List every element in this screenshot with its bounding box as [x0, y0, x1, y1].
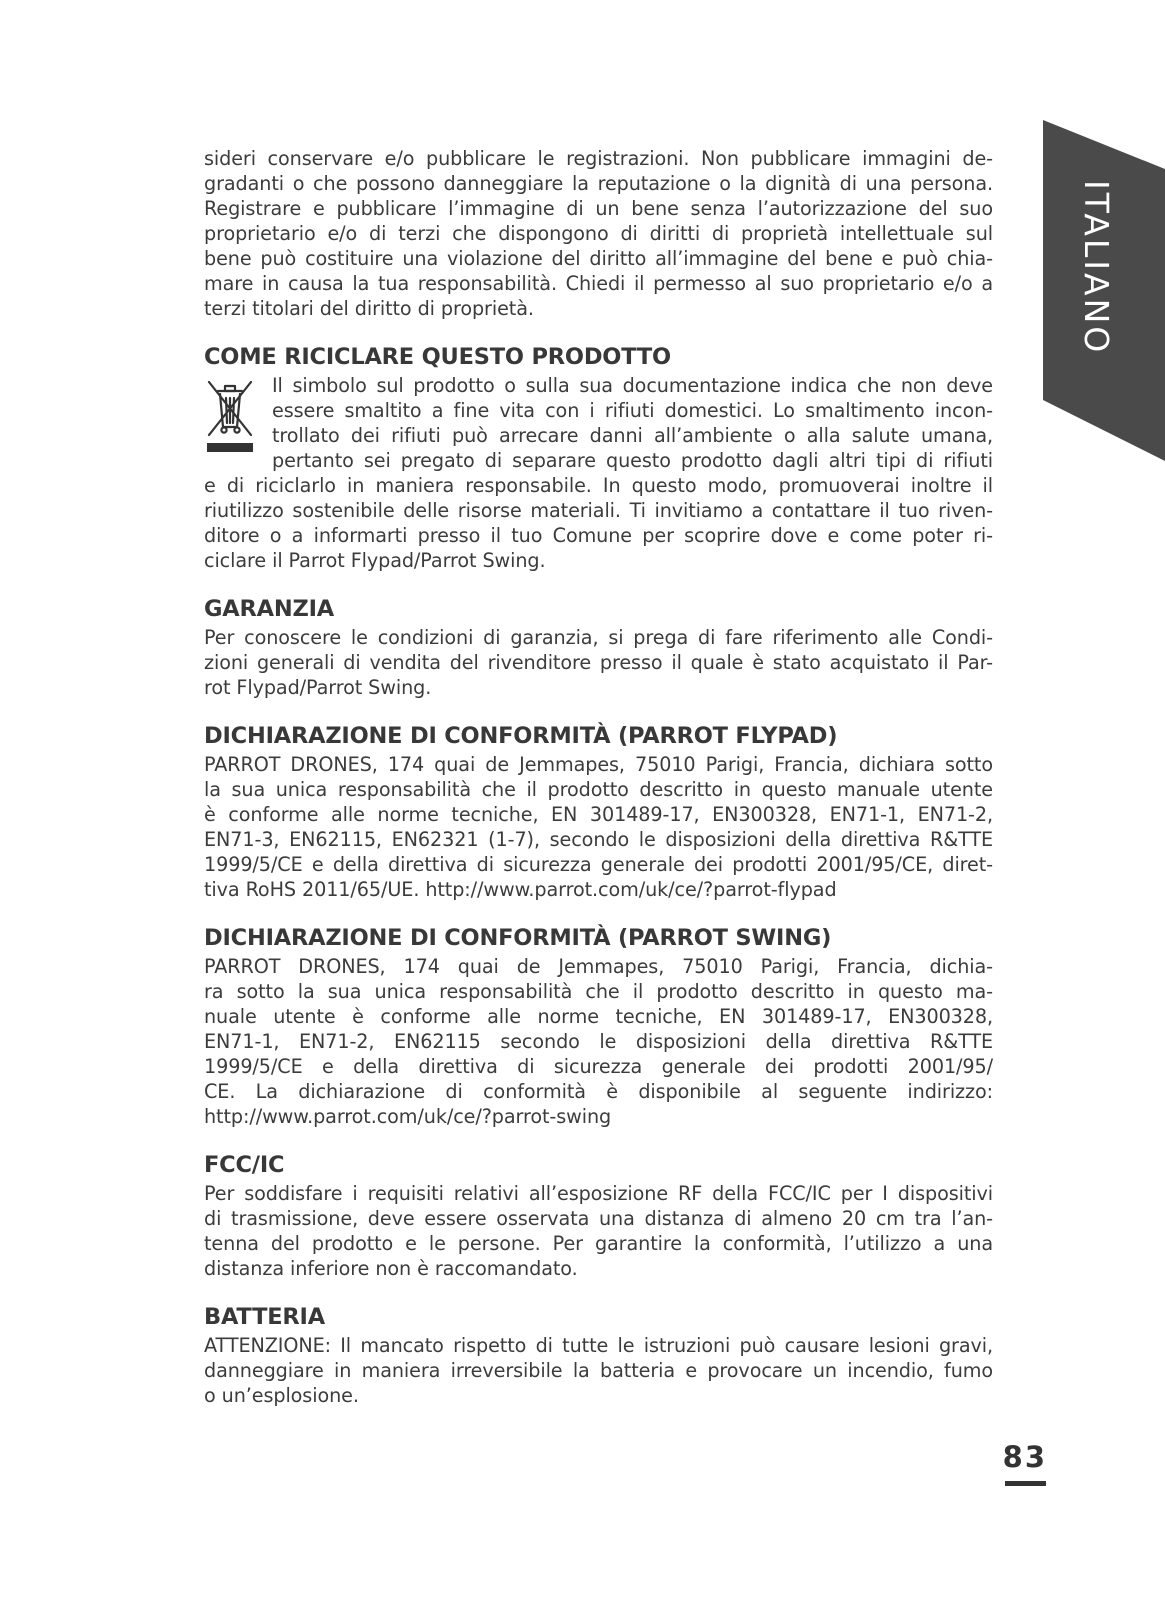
text-line: sideri conservare e/o pubblicare le registrazioni. Non pubblicare immagini de- [204, 147, 993, 170]
text-line: ditore o a informarti presso il tuo Comune per scoprire dove e come poter ri- [204, 524, 993, 547]
conformity-swing-section [204, 923, 993, 1129]
text-line: PARROT DRONES, 174 quai de Jemmapes, 75010 Parigi, Francia, dichia- [204, 955, 993, 978]
fcc-heading: FCC/IC [204, 1152, 285, 1178]
text-line: terzi titolari del diritto di proprietà. [204, 297, 534, 320]
text-line: nuale utente è conforme alle norme tecniche, EN 301489-17, EN300328, [204, 1005, 993, 1028]
battery-heading: BATTERIA [204, 1304, 325, 1330]
text-line: ra sotto la sua unica responsabilità che il prodotto descritto in questo ma- [204, 980, 993, 1003]
text-line: gradanti o che possono danneggiare la reputazione o la dignità di una persona. [204, 172, 993, 195]
text-line: o un’esplosione. [204, 1384, 359, 1407]
text-line: rot Flypad/Parrot Swing. [204, 676, 432, 699]
text-line: EN71-3, EN62115, EN62321 (1-7), secondo le disposizioni della direttiva R&TTE [204, 828, 993, 851]
conformity-swing-heading: DICHIARAZIONE DI CONFORMITÀ (PARROT SWING) [204, 925, 832, 951]
battery-section [204, 1302, 993, 1408]
text-line: Il simbolo sul prodotto o sulla sua documentazione indica che non deve [272, 374, 993, 397]
page-number-underline [1005, 1481, 1046, 1486]
text-line: la sua unica responsabilità che il prodotto descritto in questo manuale utente [204, 778, 993, 801]
text-line: tiva RoHS 2011/65/UE. http://www.parrot.com/uk/ce/?parrot-flypad [204, 878, 837, 901]
text-line: CE. La dichiarazione di conformità è disponibile al seguente indirizzo: [204, 1080, 993, 1103]
text-line: http://www.parrot.com/uk/ce/?parrot-swing [204, 1105, 612, 1128]
conformity-flypad-heading: DICHIARAZIONE DI CONFORMITÀ (PARROT FLYPAD) [204, 723, 838, 749]
text-line: trollato dei rifiuti può arrecare danni all’ambiente o alla salute umana, [272, 424, 993, 447]
intro-paragraph [204, 146, 993, 321]
text-line: Registrare e pubblicare l’immagine di un bene senza l’autorizzazione del suo [204, 197, 993, 220]
warranty-paragraph [204, 625, 993, 700]
text-line: danneggiare in maniera irreversibile la batteria e provocare un incendio, fumo [204, 1359, 993, 1382]
warranty-section [204, 594, 993, 700]
language-tab-label: ITALIANO [1077, 180, 1116, 356]
text-line: bene può costituire una violazione del diritto all’immagine del bene e può chia- [204, 247, 993, 270]
text-line: è conforme alle norme tecniche, EN 301489-17, EN300328, EN71-1, EN71-2, [204, 803, 993, 826]
text-line: proprietario e/o di terzi che dispongono di diritti di proprietà intellettuale sul [204, 222, 993, 245]
text-line: pertanto sei pregato di separare questo prodotto dagli altri tipi di rifiuti [272, 449, 993, 472]
weee-crossed-bin-icon [204, 377, 256, 457]
fcc-paragraph [204, 1181, 993, 1281]
text-line: di trasmissione, deve essere osservata una distanza di almeno 20 cm tra l’an- [204, 1207, 993, 1230]
text-line: 1999/5/CE e della direttiva di sicurezza generale dei prodotti 2001/95/ [204, 1055, 993, 1078]
text-line: riutilizzo sostenibile delle risorse materiali. Ti invitiamo a contattare il tuo riven- [204, 499, 993, 522]
text-line: 1999/5/CE e della direttiva di sicurezza generale dei prodotti 2001/95/CE, diret- [204, 853, 993, 876]
recycle-section [204, 342, 993, 573]
fcc-section [204, 1150, 993, 1281]
text-line: Per conoscere le condizioni di garanzia, si prega di fare riferimento alle Condi- [204, 626, 993, 649]
recycle-paragraph [204, 373, 993, 573]
text-line: ciclare il Parrot Flypad/Parrot Swing. [204, 549, 546, 572]
text-line: ATTENZIONE: Il mancato rispetto di tutte le istruzioni può causare lesioni gravi, [204, 1334, 993, 1357]
text-line: EN71-1, EN71-2, EN62115 secondo le disposizioni della direttiva R&TTE [204, 1030, 993, 1053]
warranty-heading: GARANZIA [204, 596, 334, 622]
battery-paragraph [204, 1333, 993, 1408]
text-line: zioni generali di vendita del rivenditore presso il quale è stato acquistato il Par- [204, 651, 993, 674]
conformity-flypad-paragraph [204, 752, 993, 902]
text-line: e di riciclarlo in maniera responsabile. In questo modo, promuoverai inoltre il [204, 474, 993, 497]
text-line: PARROT DRONES, 174 quai de Jemmapes, 75010 Parigi, Francia, dichiara sotto [204, 753, 993, 776]
conformity-flypad-section [204, 721, 993, 902]
page-content [204, 146, 993, 1408]
text-line: essere smaltito a fine vita con i rifiuti domestici. Lo smaltimento incon- [272, 399, 993, 422]
text-line: distanza inferiore non è raccomandato. [204, 1257, 578, 1280]
recycle-heading: COME RICICLARE QUESTO PRODOTTO [204, 344, 671, 370]
conformity-swing-paragraph [204, 954, 993, 1129]
text-line: mare in causa la tua responsabilità. Chiedi il permesso al suo proprietario e/o a [204, 272, 993, 295]
text-line: Per soddisfare i requisiti relativi all’esposizione RF della FCC/IC per I dispositivi [204, 1182, 993, 1205]
text-line: tenna del prodotto e le persone. Per garantire la conformità, l’utilizzo a una [204, 1232, 993, 1255]
page-number: 83 [1002, 1440, 1047, 1474]
